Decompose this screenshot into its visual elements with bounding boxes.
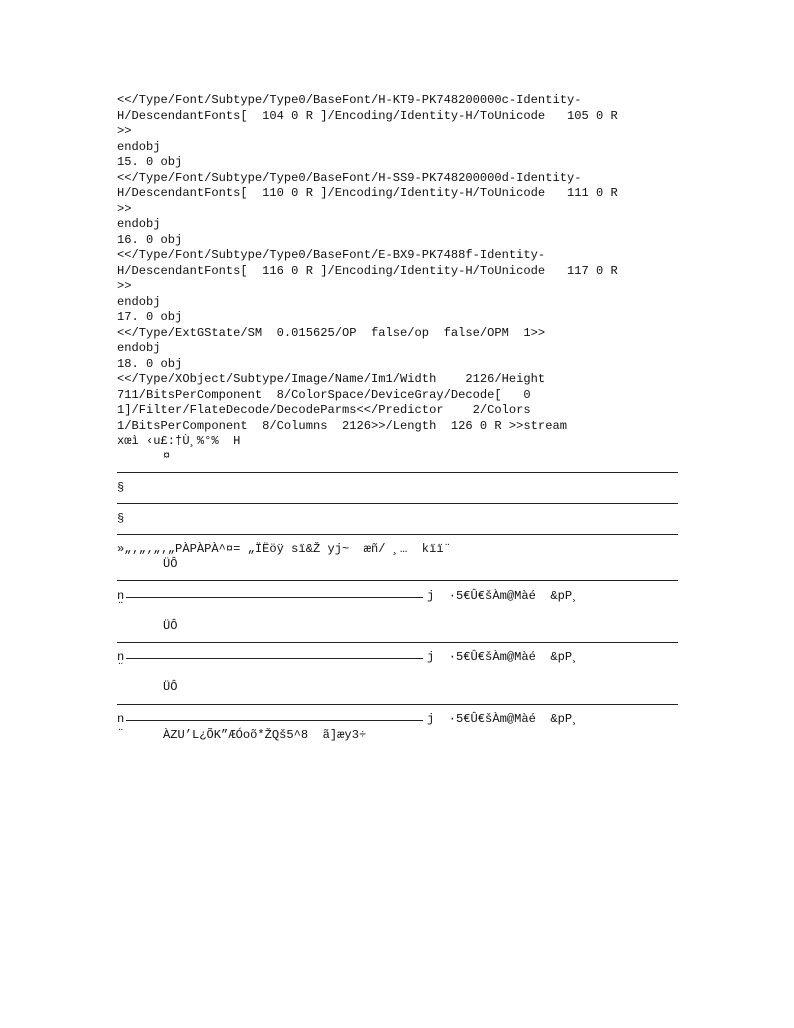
row-prefix: n: [117, 650, 125, 664]
dump-line: >>: [117, 279, 132, 293]
dump-line: endobj: [117, 139, 161, 154]
binary-text-line: »„‚„‚„‚„PÀPÀPÀ^¤= „ÏËöÿ sï&Ž yj~ æñ/ ¸… kïï¨: [117, 542, 451, 556]
dump-line: endobj: [117, 217, 161, 231]
horizontal-rule: [117, 704, 678, 705]
dump-line: endobj: [117, 294, 161, 309]
dump-line: endobj: [117, 341, 161, 355]
binary-text-line: ÜÔ: [163, 557, 178, 571]
dump-line: 15. 0 obj: [117, 155, 183, 169]
row-dash: [126, 597, 423, 598]
dump-line: H/DescendantFonts[ 104 0 R ]/Encoding/Identity-H/ToUnicode 105 0 R: [117, 108, 618, 123]
horizontal-rule: [117, 472, 678, 473]
dump-line: <</Type/XObject/Subtype/Image/Name/Im1/Width 2126/Height: [117, 372, 546, 386]
pdf-object-dump: [117, 93, 677, 450]
dump-line: 17. 0 obj: [117, 310, 183, 324]
currency-glyph: ¤: [163, 449, 171, 463]
row-tail: j ·5€Û€šÀm@Màé &pP¸: [427, 650, 580, 664]
horizontal-rule: [117, 642, 678, 643]
section-glyph: §: [117, 512, 125, 526]
dump-line: <</Type/ExtGState/SM 0.015625/OP false/op false/OPM 1>>: [117, 325, 546, 340]
row-prefix: n: [117, 712, 125, 726]
row-tail: j ·5€Û€šÀm@Màé &pP¸: [427, 712, 580, 726]
row-dash: [126, 720, 423, 721]
dump-line: <</Type/Font/Subtype/Type0/BaseFont/H-SS9-PK748200000d-Identity-: [117, 170, 582, 185]
dump-line: xœì ‹u£:†Ù¸%°% H: [117, 434, 241, 448]
diaeresis-glyph: ¨: [117, 661, 125, 675]
dump-line: 1/BitsPerComponent 8/Columns 2126>>/Length 126 0 R >>stream: [117, 418, 567, 433]
dump-line: 711/BitsPerComponent 8/ColorSpace/DeviceGray/Decode[ 0: [117, 387, 531, 402]
section-glyph: §: [117, 481, 125, 495]
horizontal-rule: [117, 534, 678, 535]
dump-line: <</Type/Font/Subtype/Type0/BaseFont/H-KT9-PK748200000c-Identity-: [117, 93, 582, 107]
row-prefix: n: [117, 589, 125, 603]
dump-line: H/DescendantFonts[ 110 0 R ]/Encoding/Identity-H/ToUnicode 111 0 R: [117, 186, 618, 200]
row-tail: j ·5€Û€šÀm@Màé &pP¸: [427, 589, 580, 603]
dump-line: 1]/Filter/FlateDecode/DecodeParms<</Predictor 2/Colors: [117, 403, 531, 417]
binary-text-line: ÀZU’L¿ÕK”ÆÓoõ*ŽQš5^8 ã]æy3÷: [163, 728, 367, 742]
binary-text-line: ÜÔ: [163, 680, 178, 694]
dump-line: >>: [117, 201, 132, 216]
dump-line: 16. 0 obj: [117, 232, 183, 247]
horizontal-rule: [117, 580, 678, 581]
binary-text-line: ÜÔ: [163, 619, 178, 633]
horizontal-rule: [117, 503, 678, 504]
binary-rule-row: [117, 589, 677, 605]
dump-line: <</Type/Font/Subtype/Type0/BaseFont/E-BX9-PK7488f-Identity-: [117, 248, 546, 262]
row-dash: [126, 658, 423, 659]
dump-line: 18. 0 obj: [117, 356, 183, 371]
binary-rule-row: [117, 712, 677, 728]
diaeresis-glyph: ¨: [117, 600, 125, 614]
dump-line: >>: [117, 124, 132, 138]
binary-rule-row: [117, 650, 677, 666]
diaeresis-glyph: ¨: [117, 727, 125, 741]
dump-line: H/DescendantFonts[ 116 0 R ]/Encoding/Identity-H/ToUnicode 117 0 R: [117, 263, 618, 278]
